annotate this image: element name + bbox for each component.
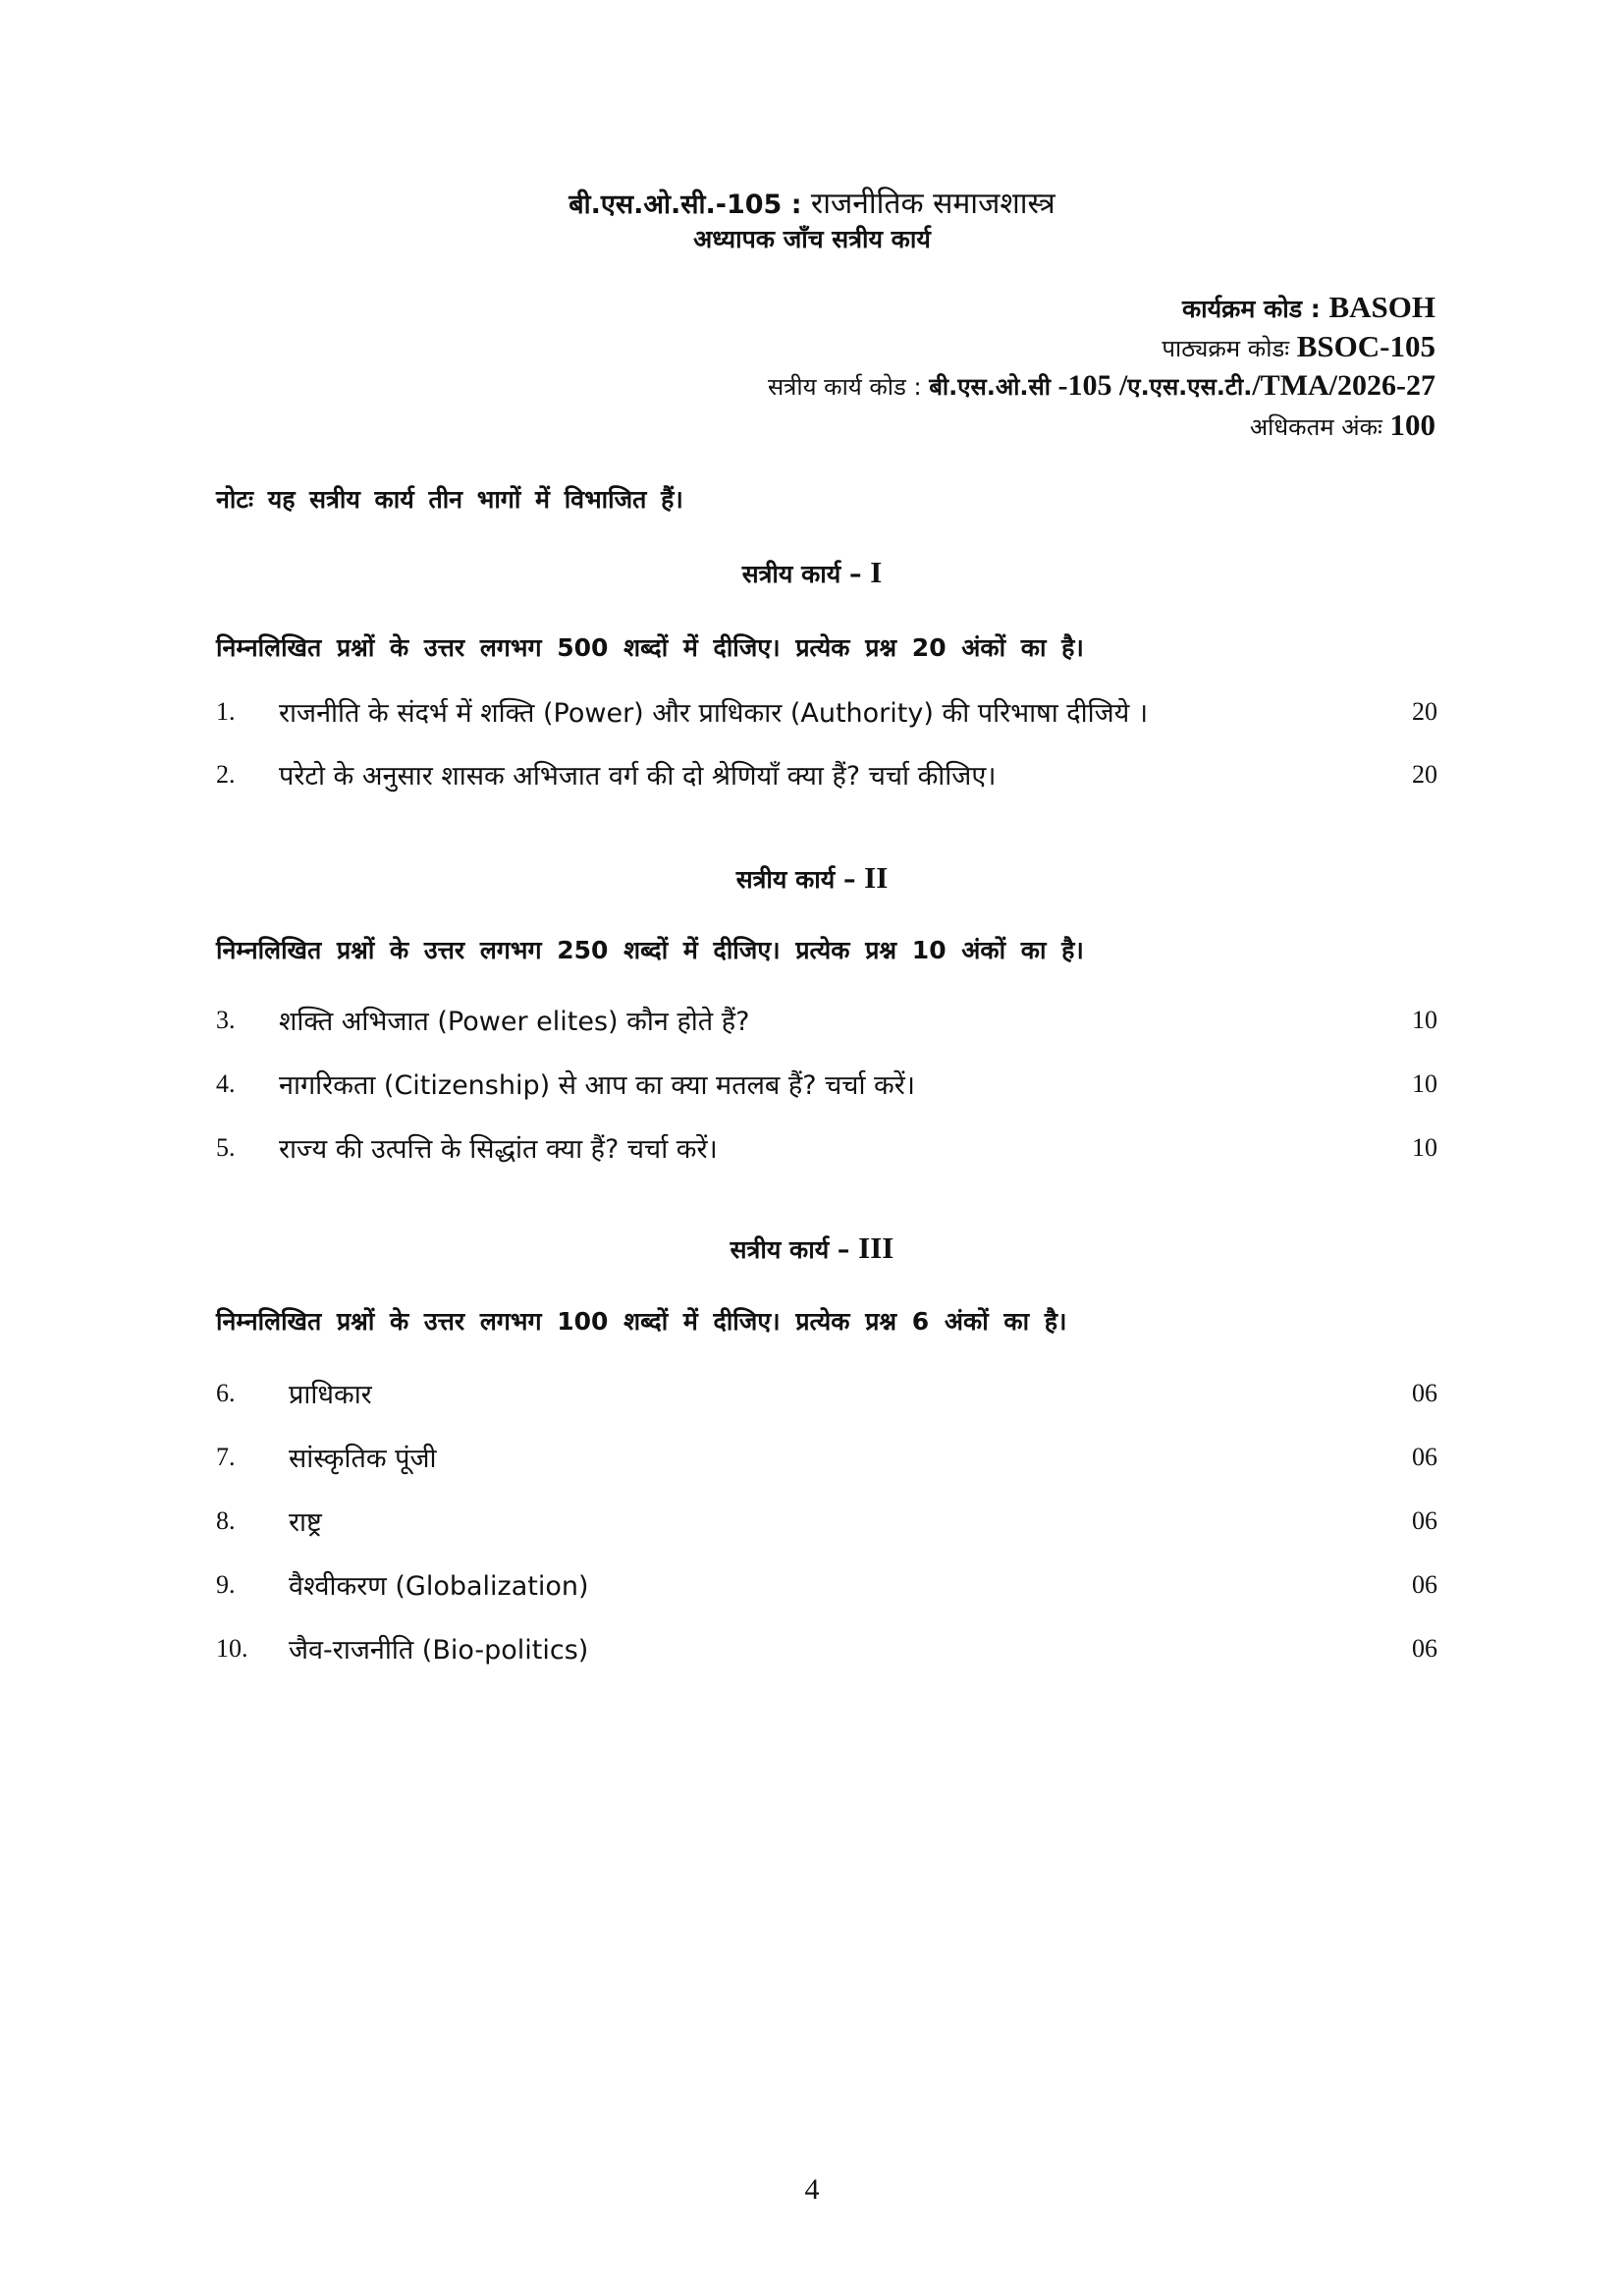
question-marks: 06 bbox=[1412, 1570, 1437, 1599]
assignment-code-label: सत्रीय कार्य कोड : bbox=[767, 373, 930, 401]
question-text: प्राधिकार bbox=[289, 1380, 372, 1410]
question-text: जैव-राजनीति (Bio-politics) bbox=[289, 1635, 589, 1666]
question-text: नागरिकता (Citizenship) से आप का क्या मतलब हैं? चर्चा करें। bbox=[279, 1070, 916, 1101]
section-1-heading bbox=[0, 555, 1624, 590]
assignment-code-part-1: बी.एस.ओ.सी bbox=[929, 373, 1051, 401]
subject-name: राजनीतिक समाजशास्त्र bbox=[810, 187, 1056, 221]
question-marks: 10 bbox=[1412, 1006, 1437, 1034]
question-row bbox=[216, 1002, 1437, 1045]
section-3-heading bbox=[0, 1230, 1624, 1266]
question-number: 2. bbox=[216, 760, 236, 789]
code-block bbox=[768, 288, 1435, 445]
assignment-code-part-3: ए.एस.एस.टी. bbox=[1127, 373, 1253, 401]
question-marks: 10 bbox=[1412, 1133, 1437, 1162]
question-text: राजनीति के संदर्भ में शक्ति (Power) और प्राधिकार (Authority) की परिभाषा दीजिये । bbox=[279, 698, 1149, 729]
question-marks: 06 bbox=[1412, 1634, 1437, 1663]
course-code-label: पाठ्यक्रम कोडः bbox=[1162, 335, 1297, 362]
assignment-note: नोटः यह सत्रीय कार्य तीन भागों में विभाजित हैं। bbox=[216, 485, 683, 514]
question-row bbox=[216, 1439, 1437, 1482]
question-number: 5. bbox=[216, 1133, 236, 1162]
title-separator: : bbox=[782, 190, 811, 220]
max-marks-label: अधिकतम अंकः bbox=[1249, 413, 1390, 441]
question-text: सांस्कृतिक पूंजी bbox=[289, 1444, 437, 1474]
question-number: 7. bbox=[216, 1443, 236, 1471]
section-3-instruction: निम्नलिखित प्रश्नों के उत्तर लगभग 100 शब्दों में दीजिए। प्रत्येक प्रश्न 6 अंकों का है। bbox=[216, 1307, 1067, 1336]
question-row bbox=[216, 1566, 1437, 1610]
question-text: राष्ट्र bbox=[289, 1507, 322, 1538]
section-1-instruction: निम्नलिखित प्रश्नों के उत्तर लगभग 500 शब्दों में दीजिए। प्रत्येक प्रश्न 20 अंकों का है। bbox=[216, 633, 1084, 662]
section-3-roman: III bbox=[858, 1230, 894, 1265]
max-marks-value: 100 bbox=[1389, 408, 1435, 442]
programme-code-line bbox=[768, 288, 1435, 327]
question-number: 1. bbox=[216, 697, 236, 726]
question-row bbox=[216, 756, 1437, 799]
question-number: 8. bbox=[216, 1506, 236, 1535]
programme-code-value: BASOH bbox=[1328, 290, 1435, 324]
max-marks-line bbox=[768, 406, 1435, 445]
question-number: 6. bbox=[216, 1379, 236, 1407]
assignment-code-part-2: -105 / bbox=[1050, 369, 1128, 402]
question-text: वैश्वीकरण (Globalization) bbox=[289, 1571, 589, 1602]
section-2-roman: II bbox=[864, 860, 889, 895]
question-row bbox=[216, 1066, 1437, 1109]
section-1-heading-text: सत्रीय कार्य – bbox=[741, 560, 871, 588]
question-number: 4. bbox=[216, 1069, 236, 1098]
section-2-heading bbox=[0, 860, 1624, 896]
question-row bbox=[216, 1375, 1437, 1418]
question-number: 9. bbox=[216, 1570, 236, 1599]
question-marks: 20 bbox=[1412, 760, 1437, 789]
question-row bbox=[216, 1129, 1437, 1173]
document-title bbox=[0, 182, 1624, 222]
programme-code-label: कार्यक्रम कोड : bbox=[1181, 295, 1329, 323]
question-marks: 06 bbox=[1412, 1506, 1437, 1535]
question-row bbox=[216, 1503, 1437, 1546]
question-text: शक्ति अभिजात (Power elites) कौन होते हैं? bbox=[279, 1007, 750, 1037]
document-subtitle: अध्यापक जाँच सत्रीय कार्य bbox=[693, 225, 931, 253]
assignment-code-line bbox=[768, 366, 1435, 406]
assignment-code-value bbox=[929, 369, 1435, 402]
question-marks: 06 bbox=[1412, 1443, 1437, 1471]
question-marks: 06 bbox=[1412, 1379, 1437, 1407]
question-text: परेटो के अनुसार शासक अभिजात वर्ग की दो श्रेणियाँ क्या हैं? चर्चा कीजिए। bbox=[279, 761, 997, 792]
section-2-heading-text: सत्रीय कार्य – bbox=[735, 865, 865, 894]
question-row bbox=[216, 693, 1437, 737]
question-number: 10. bbox=[216, 1634, 248, 1663]
page-number: 4 bbox=[804, 2173, 820, 2206]
question-marks: 10 bbox=[1412, 1069, 1437, 1098]
section-3-heading-text: सत्रीय कार्य – bbox=[730, 1235, 859, 1264]
question-marks: 20 bbox=[1412, 697, 1437, 726]
course-code-value: BSOC-105 bbox=[1296, 329, 1435, 363]
section-1-roman: I bbox=[870, 555, 883, 589]
question-row bbox=[216, 1630, 1437, 1673]
course-code-line bbox=[768, 327, 1435, 366]
question-number: 3. bbox=[216, 1006, 236, 1034]
question-text: राज्य की उत्पत्ति के सिद्धांत क्या हैं? चर्चा करें। bbox=[279, 1134, 718, 1165]
section-2-instruction: निम्नलिखित प्रश्नों के उत्तर लगभग 250 शब्दों में दीजिए। प्रत्येक प्रश्न 10 अंकों का है। bbox=[216, 936, 1084, 964]
assignment-code-part-4: /TMA/2026-27 bbox=[1252, 369, 1435, 402]
course-code: बी.एस.ओ.सी.-105 bbox=[568, 190, 783, 220]
